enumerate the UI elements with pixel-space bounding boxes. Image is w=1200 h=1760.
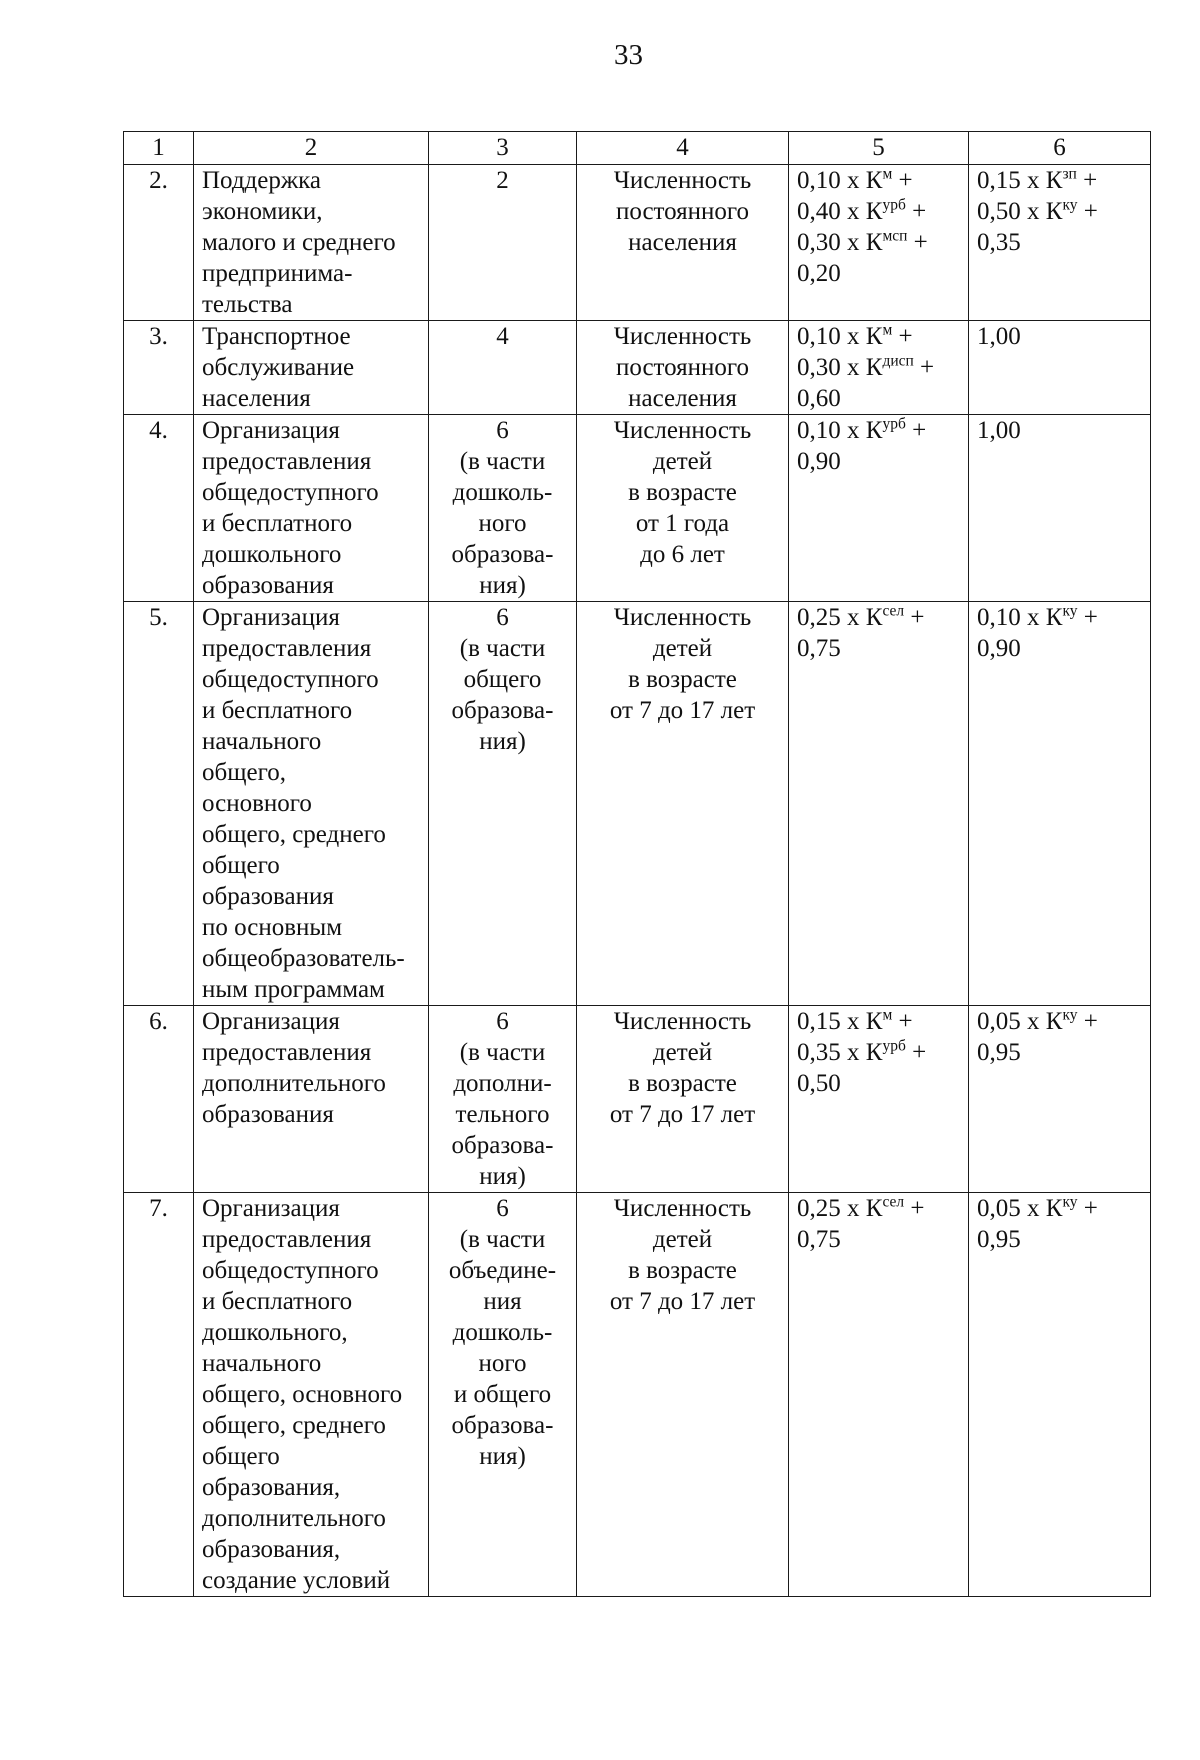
header-col-1: 1 bbox=[124, 132, 194, 165]
coefficient-formula-cell: 0,15 х $К^м$ + 0,35 х $К^{урб}$ + 0,50 bbox=[789, 1006, 969, 1193]
correction-formula-cell: 1,00 bbox=[969, 321, 1151, 415]
coefficient-formula-cell: 0,10 х $К^м$ + 0,30 х $К^{дисп}$ + 0,60 bbox=[789, 321, 969, 415]
coefficient-formula-cell: 0,10 х $К^м$ + 0,40 х $К^{урб}$ + 0,30 х $К^{мсп}$ + 0,20 bbox=[789, 165, 969, 321]
indicator-cell: Численность постоянного населения bbox=[577, 321, 789, 415]
section-cell: 6 (в части общего образова- ния) bbox=[429, 602, 577, 1006]
row-number: 7. bbox=[124, 1193, 194, 1597]
table-row bbox=[124, 321, 1151, 415]
row-number: 2. bbox=[124, 165, 194, 321]
section-cell: 4 bbox=[429, 321, 577, 415]
indicator-cell: Численность постоянного населения bbox=[577, 165, 789, 321]
page-number: 33 bbox=[614, 39, 643, 71]
header-row bbox=[124, 132, 1151, 165]
coefficient-formula-cell: 0,25 х $К^{сел}$ + 0,75 bbox=[789, 1193, 969, 1597]
header-col-3: 3 bbox=[429, 132, 577, 165]
header-col-4: 4 bbox=[577, 132, 789, 165]
header-col-6: 6 bbox=[969, 132, 1151, 165]
table-row bbox=[124, 1006, 1151, 1193]
coefficients-table bbox=[123, 131, 1151, 1597]
table-row bbox=[124, 602, 1151, 1006]
correction-formula-cell: 0,15 х $К^{зп}$ + 0,50 х $К^{ку}$ + 0,35 bbox=[969, 165, 1151, 321]
direction-cell: Организация предоставления общедоступного и бесплатного дошкольного, начального общего, основного общего, среднего общего образования, дополнительного образования, создание условий bbox=[194, 1193, 429, 1597]
direction-cell: Организация предоставления общедоступного и бесплатного дошкольного образования bbox=[194, 415, 429, 602]
coefficient-formula-cell: 0,10 х $К^{урб}$ + 0,90 bbox=[789, 415, 969, 602]
row-number: 6. bbox=[124, 1006, 194, 1193]
section-cell: 6 (в части дошколь- ного образова- ния) bbox=[429, 415, 577, 602]
table-row bbox=[124, 1193, 1151, 1597]
row-number: 5. bbox=[124, 602, 194, 1006]
section-cell: 2 bbox=[429, 165, 577, 321]
row-number: 4. bbox=[124, 415, 194, 602]
indicator-cell: Численность детей в возрасте от 7 до 17 лет bbox=[577, 1006, 789, 1193]
correction-formula-cell: 0,05 х $К^{ку}$ + 0,95 bbox=[969, 1006, 1151, 1193]
section-cell: 6 (в части объедине- ния дошколь- ного и общего образова- ния) bbox=[429, 1193, 577, 1597]
direction-cell: Организация предоставления общедоступного и бесплатного начального общего, основного общего, среднего общего образования по основным общеобразователь- ным программам bbox=[194, 602, 429, 1006]
direction-cell: Организация предоставления дополнительного образования bbox=[194, 1006, 429, 1193]
header-col-5: 5 bbox=[789, 132, 969, 165]
table-row bbox=[124, 415, 1151, 602]
header-col-2: 2 bbox=[194, 132, 429, 165]
correction-formula-cell: 0,05 х $К^{ку}$ + 0,95 bbox=[969, 1193, 1151, 1597]
indicator-cell: Численность детей в возрасте от 1 года до 6 лет bbox=[577, 415, 789, 602]
indicator-cell: Численность детей в возрасте от 7 до 17 лет bbox=[577, 1193, 789, 1597]
table-row bbox=[124, 165, 1151, 321]
coefficient-formula-cell: 0,25 х $К^{сел}$ + 0,75 bbox=[789, 602, 969, 1006]
section-cell: 6 (в части дополни- тельного образова- ния) bbox=[429, 1006, 577, 1193]
row-number: 3. bbox=[124, 321, 194, 415]
correction-formula-cell: 1,00 bbox=[969, 415, 1151, 602]
correction-formula-cell: 0,10 х $К^{ку}$ + 0,90 bbox=[969, 602, 1151, 1006]
indicator-cell: Численность детей в возрасте от 7 до 17 лет bbox=[577, 602, 789, 1006]
direction-cell: Поддержка экономики, малого и среднего предпринима- тельства bbox=[194, 165, 429, 321]
direction-cell: Транспортное обслуживание населения bbox=[194, 321, 429, 415]
